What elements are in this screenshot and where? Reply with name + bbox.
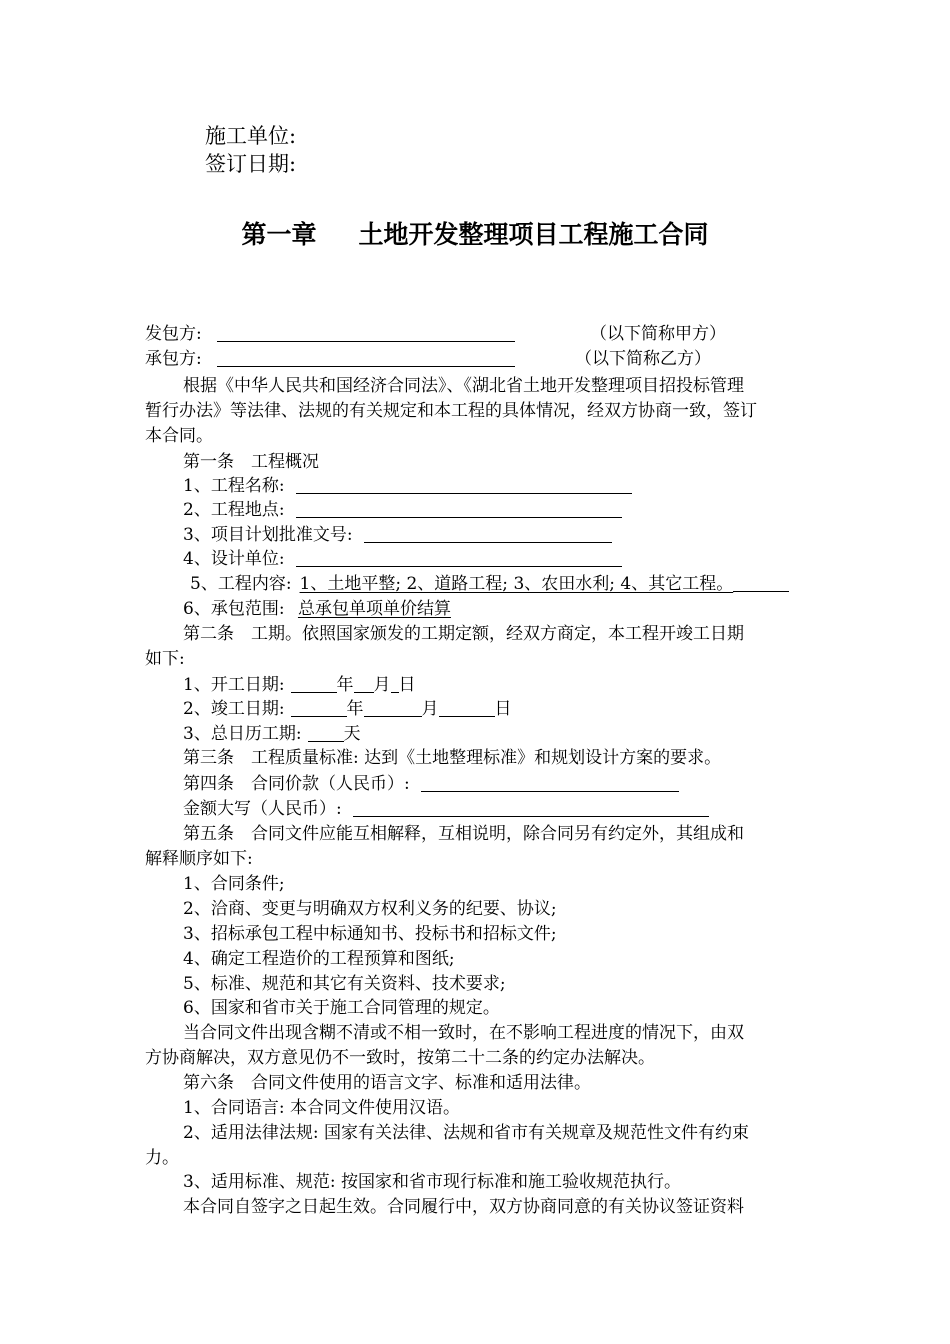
article2-line-2: 如下: bbox=[145, 649, 185, 669]
article5-line-2: 解释顺序如下: bbox=[145, 849, 253, 869]
contractor-label: 承包方: bbox=[145, 349, 202, 369]
article6-law-2: 力。 bbox=[145, 1148, 179, 1168]
design-unit-label: 4、设计单位: bbox=[183, 549, 285, 569]
finish-day-blank bbox=[439, 698, 495, 717]
project-name-label: 1、工程名称: bbox=[183, 476, 285, 496]
finish-year-blank bbox=[291, 698, 347, 717]
article5-item-6: 6、国家和省市关于施工合同管理的规定。 bbox=[183, 998, 500, 1018]
start-year-blank bbox=[291, 674, 337, 693]
contract-scope-label: 6、承包范围: bbox=[183, 599, 285, 619]
total-duration-blank bbox=[308, 723, 344, 742]
approval-number-line bbox=[183, 523, 810, 548]
project-name-line bbox=[183, 474, 810, 499]
chapter-title bbox=[0, 218, 950, 252]
contract-title: 土地开发整理项目工程施工合同 bbox=[358, 220, 709, 249]
finish-month-blank bbox=[364, 698, 422, 717]
article6-heading: 第六条 合同文件使用的语言文字、标准和适用法律。 bbox=[183, 1073, 591, 1093]
chapter-number: 第一章 bbox=[241, 220, 317, 249]
article5-item-1: 1、合同条件; bbox=[183, 874, 285, 894]
contract-scope-value: 总承包单项单价结算 bbox=[297, 599, 451, 619]
finish-date-line bbox=[183, 697, 810, 722]
total-duration-unit: 天 bbox=[343, 724, 361, 744]
article6-language: 1、合同语言: 本合同文件使用汉语。 bbox=[183, 1098, 460, 1118]
approval-number-blank bbox=[364, 524, 612, 543]
intro-line-3: 本合同。 bbox=[145, 426, 213, 446]
finish-day-unit: 日 bbox=[494, 699, 512, 719]
amount-words-label: 金额大写（人民币）: bbox=[183, 799, 342, 819]
construction-unit-label: 施工单位: bbox=[205, 124, 297, 148]
intro-line-2: 暂行办法》等法律、法规的有关规定和本工程的具体情况，经双方协商一致，签订 bbox=[145, 401, 757, 421]
article5-item-4: 4、确定工程造价的工程预算和图纸; bbox=[183, 949, 455, 969]
start-day-unit: 日 bbox=[398, 675, 416, 695]
project-content-label: 5、工程内容: bbox=[190, 574, 292, 594]
start-month-unit: 月 bbox=[373, 675, 391, 695]
project-location-blank bbox=[296, 499, 622, 518]
article5-item-3: 3、招标承包工程中标通知书、投标书和招标文件; bbox=[183, 924, 557, 944]
article6-effective: 本合同自签字之日起生效。合同履行中，双方协商同意的有关协议签证资料 bbox=[183, 1197, 744, 1217]
amount-words-line bbox=[183, 797, 810, 822]
employer-blank bbox=[217, 323, 515, 342]
finish-year-unit: 年 bbox=[346, 699, 364, 719]
contractor-note: （以下简称乙方） bbox=[575, 349, 711, 369]
intro-line-1: 根据《中华人民共和国经济合同法》、《湖北省土地开发整理项目招投标管理 bbox=[183, 376, 744, 396]
contract-price-blank bbox=[421, 773, 679, 792]
article6-law-1: 2、适用法律法规: 国家有关法律、法规和省市有关规章及规范性文件有约束 bbox=[183, 1123, 749, 1143]
article1-heading: 第一条 工程概况 bbox=[183, 452, 319, 472]
article5-conflict-2: 方协商解决，双方意见仍不一致时，按第二十二条的约定办法解决。 bbox=[145, 1048, 655, 1068]
approval-number-label: 3、项目计划批准文号: bbox=[183, 525, 353, 545]
design-unit-line bbox=[183, 547, 810, 572]
finish-date-label: 2、竣工日期: bbox=[183, 699, 285, 719]
start-date-label: 1、开工日期: bbox=[183, 675, 285, 695]
article5-item-5: 5、标准、规范和其它有关资料、技术要求; bbox=[183, 974, 506, 994]
article5-conflict-1: 当合同文件出现含糊不清或不相一致时，在不影响工程进度的情况下，由双 bbox=[183, 1023, 744, 1043]
project-location-label: 2、工程地点: bbox=[183, 500, 285, 520]
article6-standards: 3、适用标准、规范: 按国家和省市现行标准和施工验收规范执行。 bbox=[183, 1172, 681, 1192]
start-date-line bbox=[183, 673, 810, 698]
article2-line-1: 第二条 工期。依照国家颁发的工期定额，经双方商定，本工程开竣工日期 bbox=[183, 624, 744, 644]
contractor-blank bbox=[217, 348, 515, 367]
project-content-line bbox=[190, 572, 810, 597]
start-year-unit: 年 bbox=[336, 675, 354, 695]
article5-item-2: 2、洽商、变更与明确双方权利义务的纪要、协议; bbox=[183, 899, 557, 919]
employer-label: 发包方: bbox=[145, 324, 202, 344]
total-duration-label: 3、总日历工期: bbox=[183, 724, 302, 744]
contract-price-label: 第四条 合同价款（人民币）: bbox=[183, 774, 410, 794]
amount-words-blank bbox=[353, 798, 709, 817]
project-content-value: 1、土地平整; 2、道路工程; 3、农田水利; 4、其它工程。 bbox=[299, 574, 734, 594]
project-location-line bbox=[183, 498, 810, 523]
article5-line-1: 第五条 合同文件应能互相解释，互相说明，除合同另有约定外，其组成和 bbox=[183, 824, 744, 844]
design-unit-blank bbox=[296, 548, 622, 567]
employer-note: （以下简称甲方） bbox=[590, 324, 726, 344]
article3: 第三条 工程质量标准: 达到《土地整理标准》和规划设计方案的要求。 bbox=[183, 748, 722, 768]
project-content-tail bbox=[733, 573, 789, 592]
contract-price-line bbox=[183, 772, 810, 797]
project-name-blank bbox=[296, 475, 632, 494]
start-day-blank bbox=[391, 674, 399, 693]
contract-scope-line bbox=[183, 597, 810, 622]
total-duration-line bbox=[183, 722, 810, 747]
start-month-blank-1 bbox=[354, 674, 374, 693]
signing-date-label: 签订日期: bbox=[205, 152, 297, 176]
finish-month-unit: 月 bbox=[421, 699, 439, 719]
